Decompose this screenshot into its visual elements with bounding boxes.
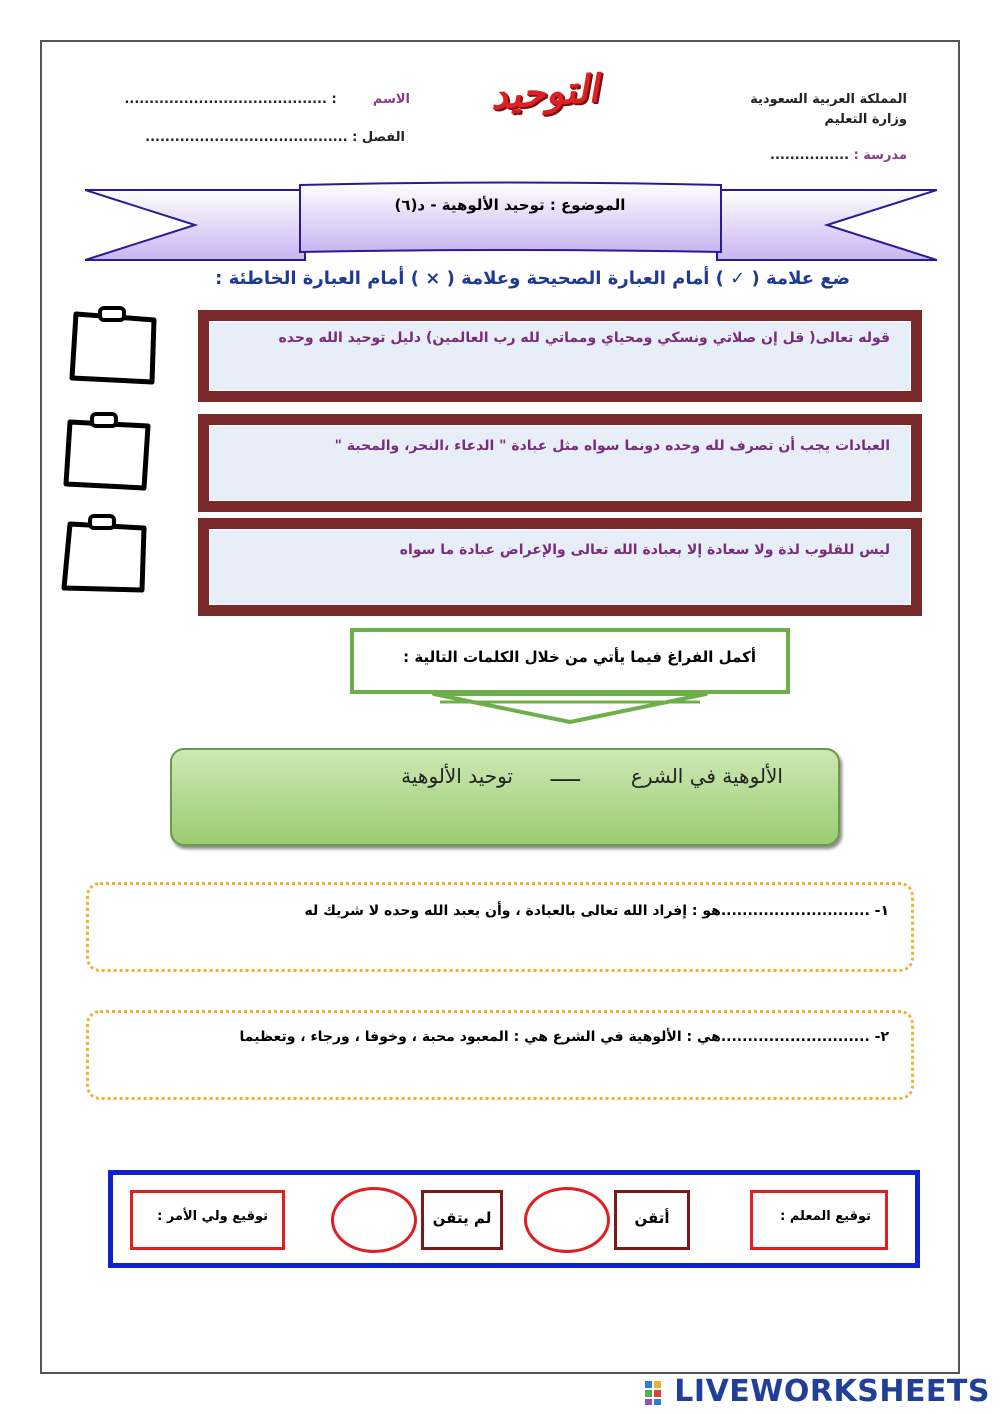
down-arrow-icon [430, 692, 710, 726]
name-field [124, 92, 410, 107]
word-bank-separator: ـــــ [550, 762, 580, 786]
name-colon: : [331, 92, 337, 107]
liveworksheets-watermark [644, 1374, 990, 1409]
not-mastered-label: لم يتقن [432, 1209, 492, 1227]
mastered-box [614, 1190, 690, 1250]
teacher-signature-box[interactable] [750, 1190, 888, 1250]
topic-title: الموضوع : توحيد الألوهية - د(٦) [394, 196, 626, 214]
statement-text-2: العبادات يجب أن تصرف لله وحده دونما سواه مثل عبادة " الدعاء ،النحر، والمحبة " [334, 438, 890, 454]
true-false-instruction: ضع علامة ( ✓ ) أمام العبارة الصحيحة وعلامة ( × ) أمام العبارة الخاطئة : [215, 268, 850, 289]
statement-text-3: ليس للقلوب لذة ولا سعادة إلا بعبادة الله تعالى والإعراض عبادة ما سواه [399, 542, 890, 558]
word-bank [170, 748, 840, 846]
question-box-2 [86, 1010, 914, 1100]
school-label: مدرسة : [853, 148, 907, 163]
mastered-oval[interactable] [524, 1187, 610, 1253]
guardian-signature-box[interactable] [130, 1190, 285, 1250]
class-dots[interactable]: ......................................... [145, 130, 348, 145]
question-text-2[interactable]: ٢- ............................هي : الألوهية في الشرع هي : المعبود محبة ، وخوفا ، ورجاء ، وتعظيما [239, 1029, 889, 1045]
statement-text-1: قوله تعالى( قل إن صلاتي ونسكي ومحياي ومماتي لله رب العالمين) دليل توحيد الله وحده [278, 330, 890, 346]
worksheet-title: التوحيد [488, 66, 600, 118]
question-box-1 [86, 882, 914, 972]
name-dots[interactable]: ......................................... [124, 92, 327, 107]
guardian-signature-label: توقيع ولي الأمر : [157, 1209, 268, 1224]
teacher-signature-label: توقيع المعلم : [780, 1209, 871, 1224]
not-mastered-box [421, 1190, 503, 1250]
word-bank-item-1: الألوهية في الشرع [630, 764, 783, 788]
statement-box-3 [198, 518, 922, 616]
class-field [145, 130, 405, 145]
answer-box-1[interactable] [66, 306, 162, 386]
answer-box-3[interactable] [58, 514, 154, 594]
watermark-text: LIVEWORKSHEETS [674, 1374, 990, 1409]
name-label: الاسم [372, 92, 410, 107]
school-dots[interactable]: ................ [770, 148, 850, 163]
answer-box-2[interactable] [60, 412, 156, 492]
country-label: المملكة العربية السعودية [750, 92, 907, 107]
statement-box-2 [198, 414, 922, 512]
class-label: الفصل : [352, 130, 405, 145]
mastered-label: أتقن [634, 1209, 670, 1227]
ministry-label: وزارة التعليم [824, 112, 907, 127]
statement-box-1 [198, 310, 922, 402]
fill-blank-instruction-box [350, 628, 790, 694]
liveworksheets-logo-icon [644, 1380, 670, 1406]
school-field [770, 148, 907, 163]
not-mastered-oval[interactable] [331, 1187, 417, 1253]
fill-blank-instruction: أكمل الفراغ فيما يأتي من خلال الكلمات التالية : [403, 648, 756, 666]
assessment-footer [108, 1170, 920, 1268]
question-text-1[interactable]: ١- ............................هو : إفراد الله تعالى بالعبادة ، وأن يعبد الله وحده لا شريك له [304, 903, 889, 919]
word-bank-item-2: توحيد الألوهية [401, 764, 513, 788]
